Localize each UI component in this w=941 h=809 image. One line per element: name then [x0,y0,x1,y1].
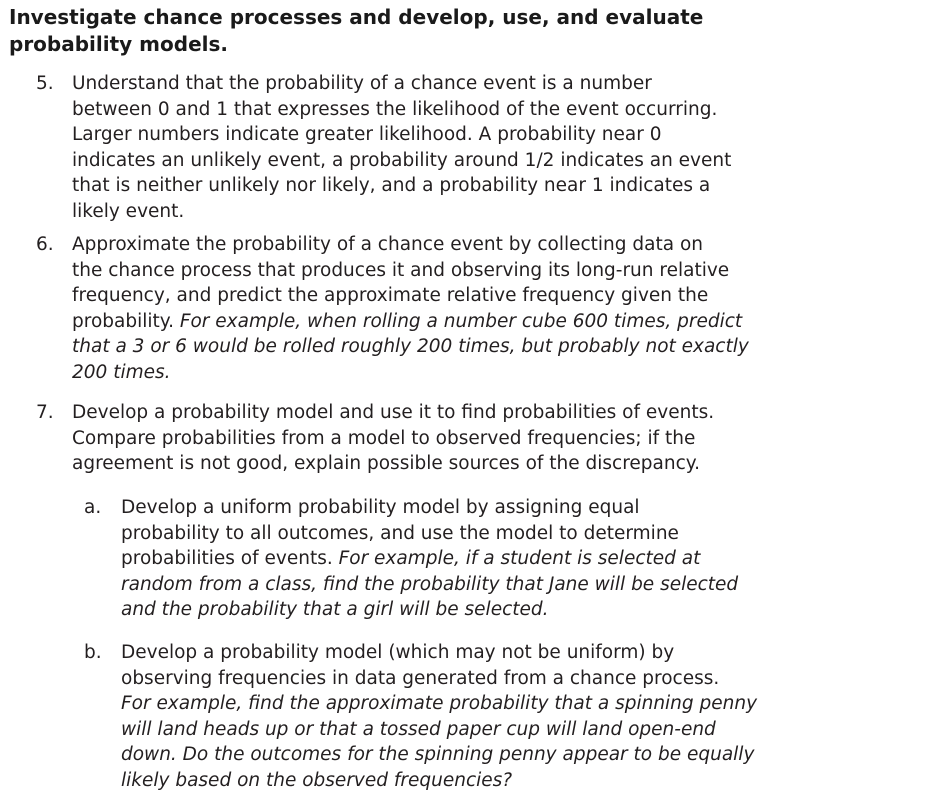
standard-6-example-line: 200 times. [72,361,171,383]
heading-line-2: probability models. [9,32,228,56]
standard-7a-line: probability to all outcomes, and use the model to determine [121,522,679,544]
standard-6-example-text: For example, when rolling a number cube 600 times, predict [179,310,743,332]
standard-7a-mixed-line [121,546,738,572]
standard-5-line: between 0 and 1 that expresses the likelihood of the event occurring. [72,98,718,120]
standard-6-line: the chance process that produces it and observing its long-run relative [72,259,730,281]
standard-6-line: frequency, and predict the approximate relative frequency given the [72,285,709,306]
standard-7-line: Develop a probability model and use it to find probabilities of events. [72,402,715,423]
standard-7a-plain-text: probabilities of events. [121,548,339,569]
standard-5-number: 5. [36,73,54,94]
standard-5-line: Understand that the probability of a chance event is a number [72,73,652,94]
standard-6-line: Approximate the probability of a chance event by collecting data on [72,234,704,255]
standard-7a-letter: a. [84,497,102,518]
standard-5-line: Larger numbers indicate greater likelihood. A probability near 0 [72,124,662,145]
standard-5-line: likely event. [72,200,185,222]
standard-6-example-line: that a 3 or 6 would be rolled roughly 200 times, but probably not exactly [72,336,749,357]
standard-7b-example-line: down. Do the outcomes for the spinning penny appear to be equally [121,744,755,765]
standard-6-text [72,232,749,385]
standard-7b-example-line: For example, find the approximate probability that a spinning penny [121,693,758,714]
standard-7a-line: Develop a uniform probability model by assigning equal [121,497,640,518]
heading-line-1: Investigate chance processes and develop, use, and evaluate [9,5,704,29]
standard-5-line: indicates an unlikely event, a probability around 1/2 indicates an event [72,149,732,171]
standard-7b-example-line: will land heads up or that a tossed paper cup will land open-end [121,718,716,740]
standard-7b-line: Develop a probability model (which may not be uniform) by [121,642,675,663]
standard-7b-text [121,640,757,793]
standard-7-line: agreement is not good, explain possible sources of the discrepancy. [72,453,700,474]
section-heading [9,4,909,58]
standard-7a-text [121,495,738,623]
standard-7a-example-line: and the probability that a girl will be selected. [121,599,549,620]
standard-7a-example-text: For example, if a student is selected at [338,548,701,569]
standard-7b-letter: b. [84,642,102,663]
standard-6-plain-text: probability. [72,310,180,332]
standard-5-text [72,71,731,224]
standard-6-mixed-line [72,309,749,335]
standard-7b-example-line: likely based on the observed frequencies? [121,769,513,791]
standard-7b-line: observing frequencies in data generated from a chance process. [121,667,720,689]
standard-7-line: Compare probabilities from a model to observed frequencies; if the [72,427,696,449]
standard-7-number: 7. [36,402,54,423]
standard-7a-example-line: random from a class, find the probability that Jane will be selected [121,573,739,595]
standard-6-number: 6. [36,234,54,255]
standard-5-line: that is neither unlikely nor likely, and a probability near 1 indicates a [72,175,711,196]
standard-7-text [72,400,714,477]
